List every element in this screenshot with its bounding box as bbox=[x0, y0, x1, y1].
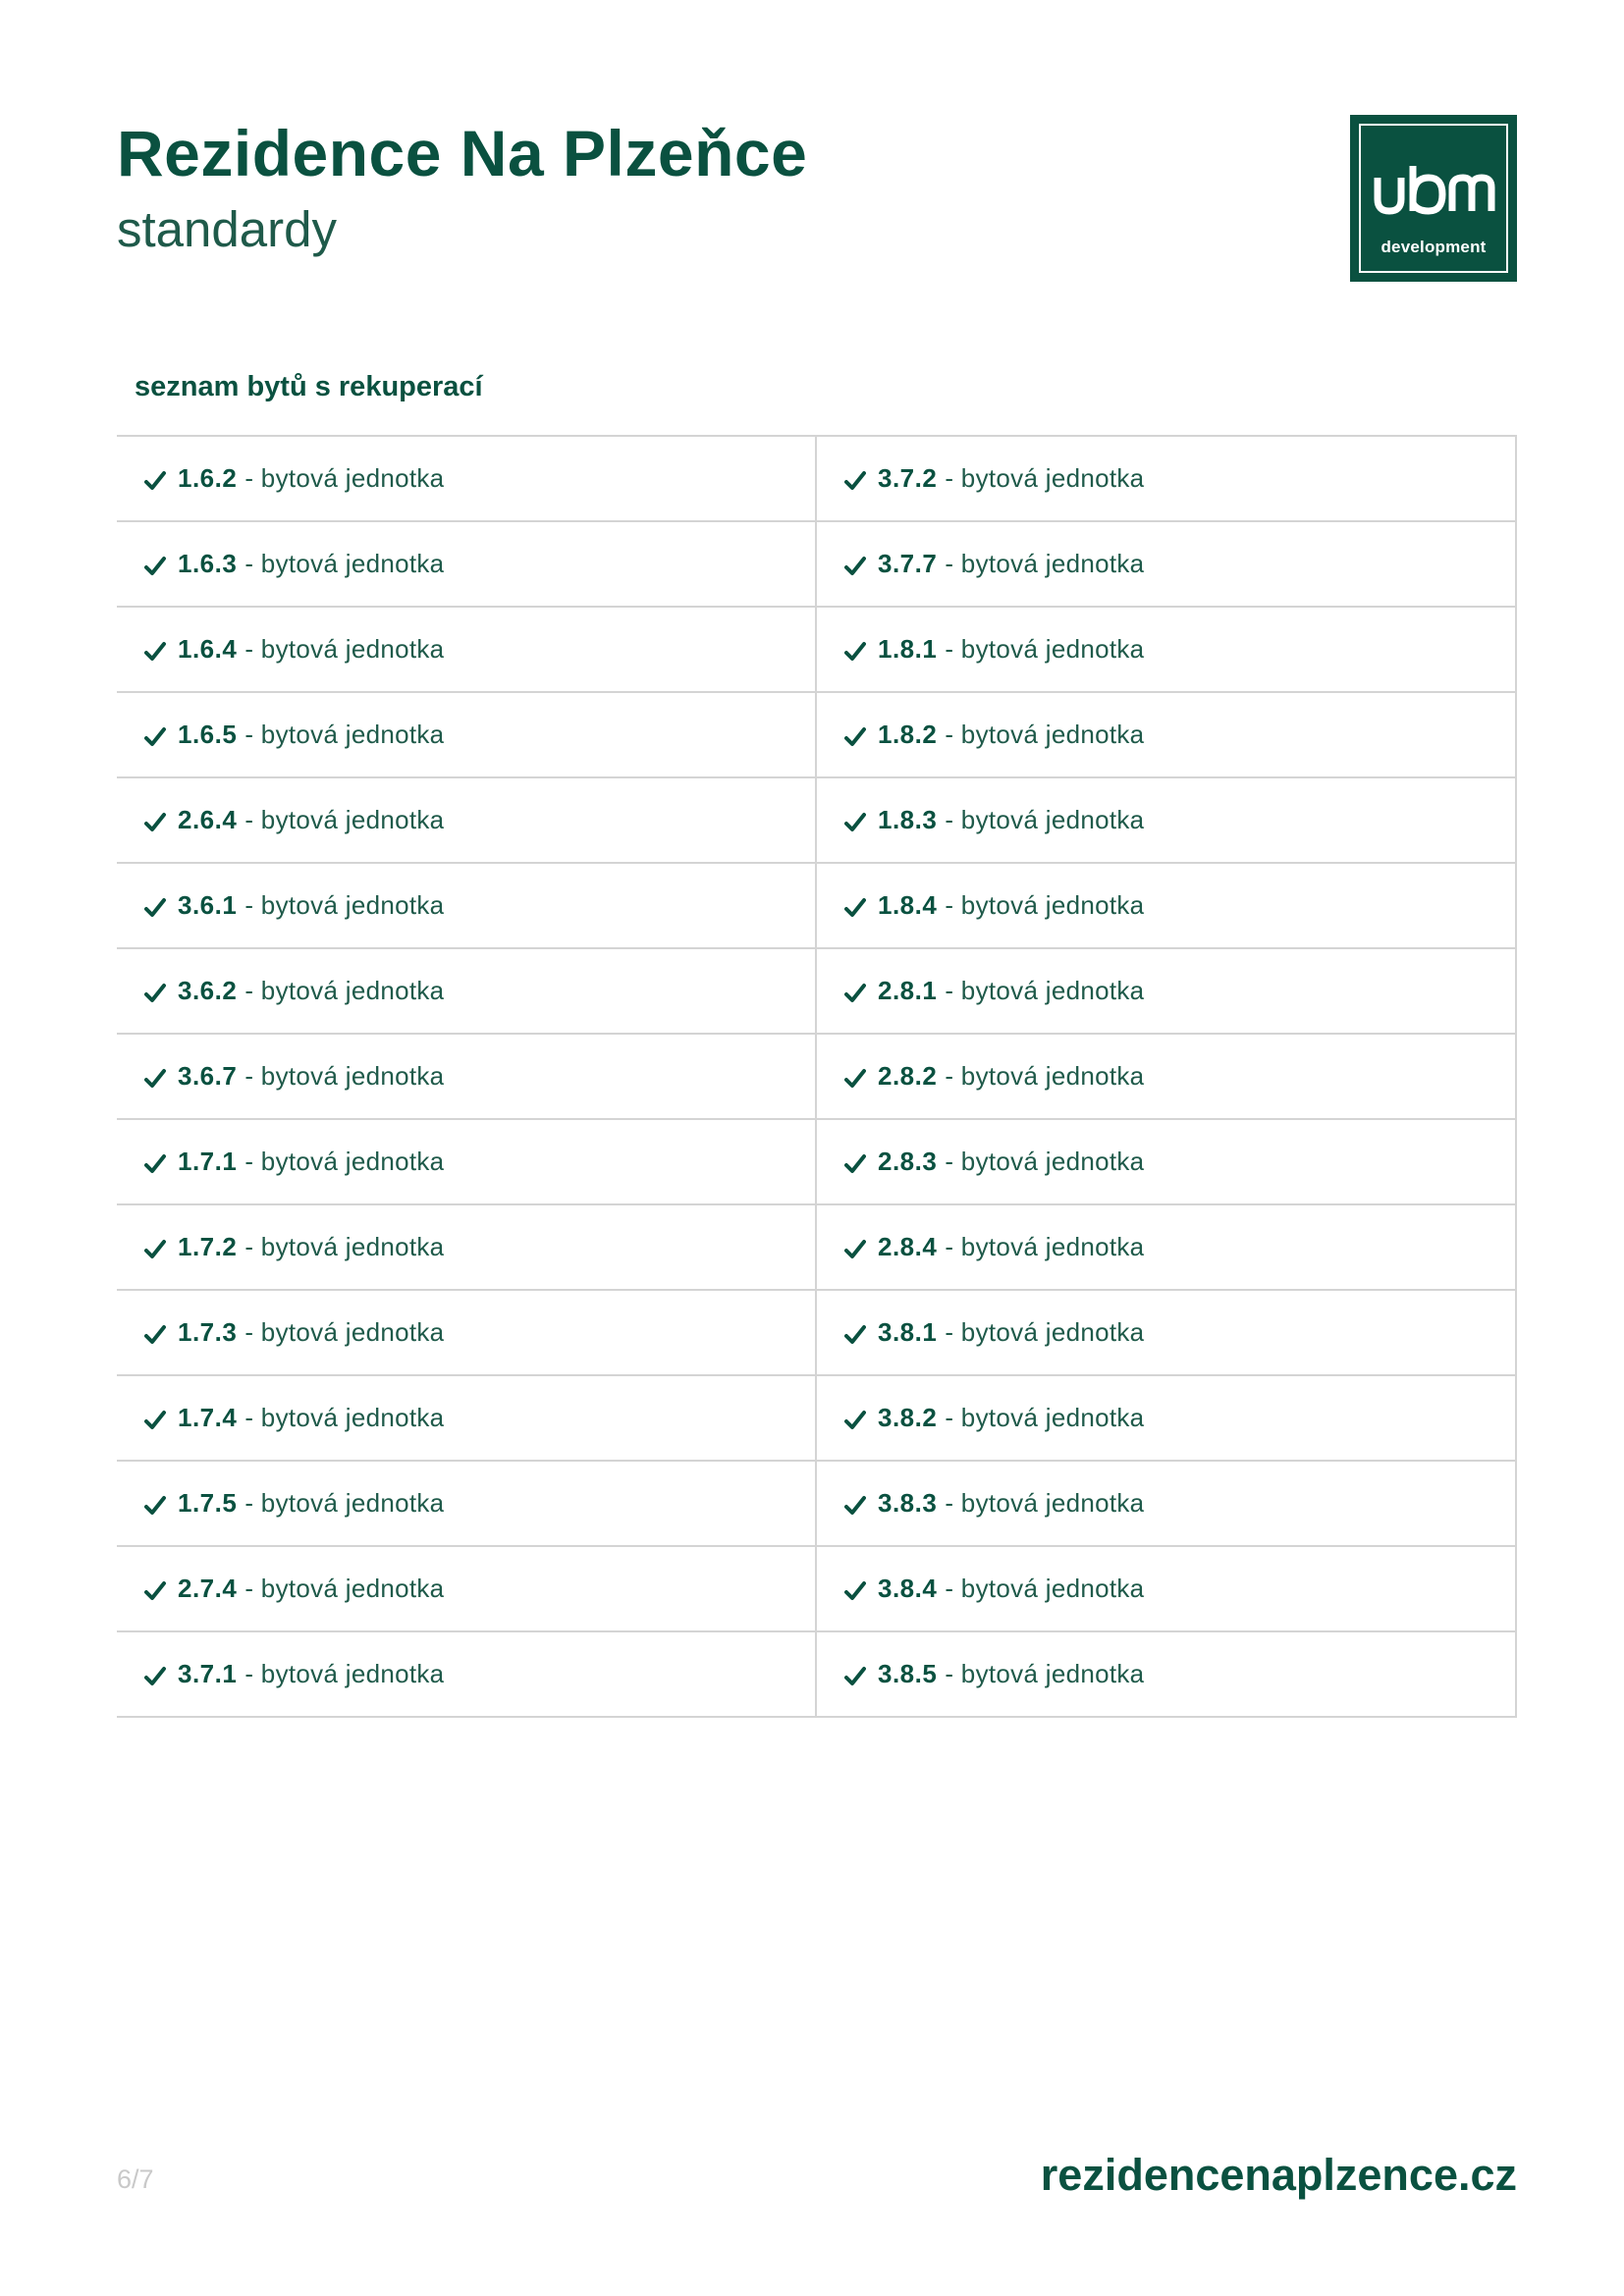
apartment-item bbox=[117, 608, 815, 691]
apartment-item bbox=[815, 778, 1517, 862]
check-icon bbox=[144, 1237, 166, 1258]
apartment-code: 3.6.7 bbox=[178, 1061, 238, 1091]
apartment-item bbox=[117, 522, 815, 606]
check-icon bbox=[844, 1493, 866, 1515]
apartment-item bbox=[815, 1035, 1517, 1118]
table-row bbox=[117, 949, 1517, 1035]
table-row bbox=[117, 1632, 1517, 1718]
check-icon bbox=[144, 1408, 166, 1429]
apartment-description: - bytová jednotka bbox=[244, 1061, 445, 1091]
check-icon bbox=[844, 554, 866, 575]
apartment-description: - bytová jednotka bbox=[244, 549, 445, 578]
ubm-development-logo bbox=[1350, 115, 1517, 282]
check-icon bbox=[844, 981, 866, 1002]
apartment-code: 2.8.1 bbox=[878, 976, 938, 1005]
apartment-description: - bytová jednotka bbox=[244, 1317, 445, 1347]
apartment-code: 2.7.4 bbox=[178, 1574, 238, 1603]
apartment-code: 1.7.2 bbox=[178, 1232, 238, 1261]
apartment-code: 3.8.3 bbox=[878, 1488, 938, 1518]
table-row bbox=[117, 1291, 1517, 1376]
check-icon bbox=[144, 468, 166, 490]
check-icon bbox=[144, 810, 166, 831]
apartment-code: 1.7.1 bbox=[178, 1147, 238, 1176]
apartment-code: 3.7.2 bbox=[878, 463, 938, 493]
apartment-description: - bytová jednotka bbox=[945, 805, 1145, 834]
check-icon bbox=[144, 1322, 166, 1344]
apartment-description: - bytová jednotka bbox=[244, 720, 445, 749]
apartment-code: 2.8.3 bbox=[878, 1147, 938, 1176]
apartment-description: - bytová jednotka bbox=[945, 549, 1145, 578]
apartment-item bbox=[117, 1120, 815, 1203]
check-icon bbox=[844, 468, 866, 490]
apartment-code: 1.7.4 bbox=[178, 1403, 238, 1432]
apartment-item bbox=[117, 1205, 815, 1289]
check-icon bbox=[144, 1578, 166, 1600]
check-icon bbox=[144, 1664, 166, 1685]
apartment-description: - bytová jednotka bbox=[244, 890, 445, 920]
apartment-item bbox=[117, 1632, 815, 1716]
apartment-item bbox=[815, 1632, 1517, 1716]
apartment-code: 1.8.2 bbox=[878, 720, 938, 749]
page-number: 6/7 bbox=[117, 2164, 154, 2194]
check-icon bbox=[844, 1408, 866, 1429]
check-icon bbox=[844, 1578, 866, 1600]
apartment-description: - bytová jednotka bbox=[945, 890, 1145, 920]
apartment-code: 1.7.5 bbox=[178, 1488, 238, 1518]
apartment-description: - bytová jednotka bbox=[945, 1574, 1145, 1603]
check-icon bbox=[144, 639, 166, 661]
check-icon bbox=[144, 1151, 166, 1173]
table-row bbox=[117, 778, 1517, 864]
apartment-description: - bytová jednotka bbox=[945, 1147, 1145, 1176]
table-row bbox=[117, 1120, 1517, 1205]
apartment-item bbox=[117, 949, 815, 1033]
apartment-description: - bytová jednotka bbox=[244, 1232, 445, 1261]
apartment-item bbox=[117, 1291, 815, 1374]
apartment-description: - bytová jednotka bbox=[244, 1659, 445, 1688]
table-row bbox=[117, 608, 1517, 693]
apartment-item bbox=[117, 1035, 815, 1118]
check-icon bbox=[144, 724, 166, 746]
apartment-description: - bytová jednotka bbox=[244, 463, 445, 493]
apartment-description: - bytová jednotka bbox=[244, 1488, 445, 1518]
check-icon bbox=[144, 895, 166, 917]
apartment-item bbox=[117, 693, 815, 776]
apartment-code: 3.7.1 bbox=[178, 1659, 238, 1688]
footer-website-link[interactable]: rezidencenaplzence.cz bbox=[1040, 2150, 1517, 2200]
apartment-item bbox=[815, 1462, 1517, 1545]
apartment-code: 3.8.5 bbox=[878, 1659, 938, 1688]
apartment-table bbox=[117, 435, 1517, 1718]
check-icon bbox=[844, 1151, 866, 1173]
table-row bbox=[117, 1462, 1517, 1547]
apartment-description: - bytová jednotka bbox=[244, 805, 445, 834]
apartment-item bbox=[815, 949, 1517, 1033]
apartment-description: - bytová jednotka bbox=[945, 1317, 1145, 1347]
table-row bbox=[117, 1205, 1517, 1291]
table-row bbox=[117, 693, 1517, 778]
apartment-item bbox=[815, 1376, 1517, 1460]
apartment-description: - bytová jednotka bbox=[244, 1403, 445, 1432]
page-title: Rezidence Na Plzeňce bbox=[117, 117, 808, 189]
check-icon bbox=[144, 1066, 166, 1088]
check-icon bbox=[844, 810, 866, 831]
apartment-code: 1.6.3 bbox=[178, 549, 238, 578]
apartment-code: 3.8.4 bbox=[878, 1574, 938, 1603]
table-row bbox=[117, 1376, 1517, 1462]
apartment-item bbox=[117, 1462, 815, 1545]
apartment-description: - bytová jednotka bbox=[945, 1659, 1145, 1688]
apartment-item bbox=[815, 1120, 1517, 1203]
table-row bbox=[117, 864, 1517, 949]
apartment-code: 3.6.1 bbox=[178, 890, 238, 920]
logo-text: development bbox=[1380, 238, 1487, 256]
apartment-description: - bytová jednotka bbox=[945, 1403, 1145, 1432]
check-icon bbox=[144, 1493, 166, 1515]
apartment-code: 1.6.4 bbox=[178, 634, 238, 664]
page-subtitle: standardy bbox=[117, 201, 337, 257]
apartment-description: - bytová jednotka bbox=[945, 976, 1145, 1005]
apartment-code: 2.8.2 bbox=[878, 1061, 938, 1091]
check-icon bbox=[844, 639, 866, 661]
apartment-code: 1.8.3 bbox=[878, 805, 938, 834]
check-icon bbox=[144, 554, 166, 575]
apartment-description: - bytová jednotka bbox=[945, 1232, 1145, 1261]
check-icon bbox=[144, 981, 166, 1002]
apartment-item bbox=[815, 522, 1517, 606]
section-title: seznam bytů s rekuperací bbox=[135, 371, 483, 402]
apartment-description: - bytová jednotka bbox=[244, 1147, 445, 1176]
apartment-item bbox=[815, 608, 1517, 691]
apartment-item bbox=[117, 778, 815, 862]
apartment-item bbox=[117, 437, 815, 520]
table-row bbox=[117, 522, 1517, 608]
apartment-code: 1.6.2 bbox=[178, 463, 238, 493]
check-icon bbox=[844, 1664, 866, 1685]
apartment-code: 3.8.2 bbox=[878, 1403, 938, 1432]
apartment-code: 3.7.7 bbox=[878, 549, 938, 578]
apartment-description: - bytová jednotka bbox=[945, 1488, 1145, 1518]
apartment-item bbox=[117, 1376, 815, 1460]
table-row bbox=[117, 437, 1517, 522]
check-icon bbox=[844, 1237, 866, 1258]
apartment-code: 1.8.4 bbox=[878, 890, 938, 920]
apartment-item bbox=[815, 437, 1517, 520]
check-icon bbox=[844, 1066, 866, 1088]
apartment-item bbox=[815, 693, 1517, 776]
table-row bbox=[117, 1035, 1517, 1120]
apartment-item bbox=[117, 1547, 815, 1630]
apartment-description: - bytová jednotka bbox=[244, 1574, 445, 1603]
apartment-item bbox=[815, 1547, 1517, 1630]
apartment-code: 3.8.1 bbox=[878, 1317, 938, 1347]
check-icon bbox=[844, 1322, 866, 1344]
check-icon bbox=[844, 724, 866, 746]
apartment-code: 2.6.4 bbox=[178, 805, 238, 834]
apartment-code: 1.8.1 bbox=[878, 634, 938, 664]
apartment-item bbox=[815, 864, 1517, 947]
apartment-item bbox=[815, 1291, 1517, 1374]
table-row bbox=[117, 1547, 1517, 1632]
apartment-item bbox=[815, 1205, 1517, 1289]
apartment-description: - bytová jednotka bbox=[244, 976, 445, 1005]
apartment-code: 3.6.2 bbox=[178, 976, 238, 1005]
apartment-description: - bytová jednotka bbox=[945, 634, 1145, 664]
apartment-description: - bytová jednotka bbox=[945, 463, 1145, 493]
apartment-description: - bytová jednotka bbox=[945, 1061, 1145, 1091]
apartment-code: 2.8.4 bbox=[878, 1232, 938, 1261]
apartment-code: 1.7.3 bbox=[178, 1317, 238, 1347]
apartment-description: - bytová jednotka bbox=[945, 720, 1145, 749]
ubm-logo-icon bbox=[1370, 164, 1497, 223]
apartment-description: - bytová jednotka bbox=[244, 634, 445, 664]
apartment-code: 1.6.5 bbox=[178, 720, 238, 749]
apartment-item bbox=[117, 864, 815, 947]
check-icon bbox=[844, 895, 866, 917]
